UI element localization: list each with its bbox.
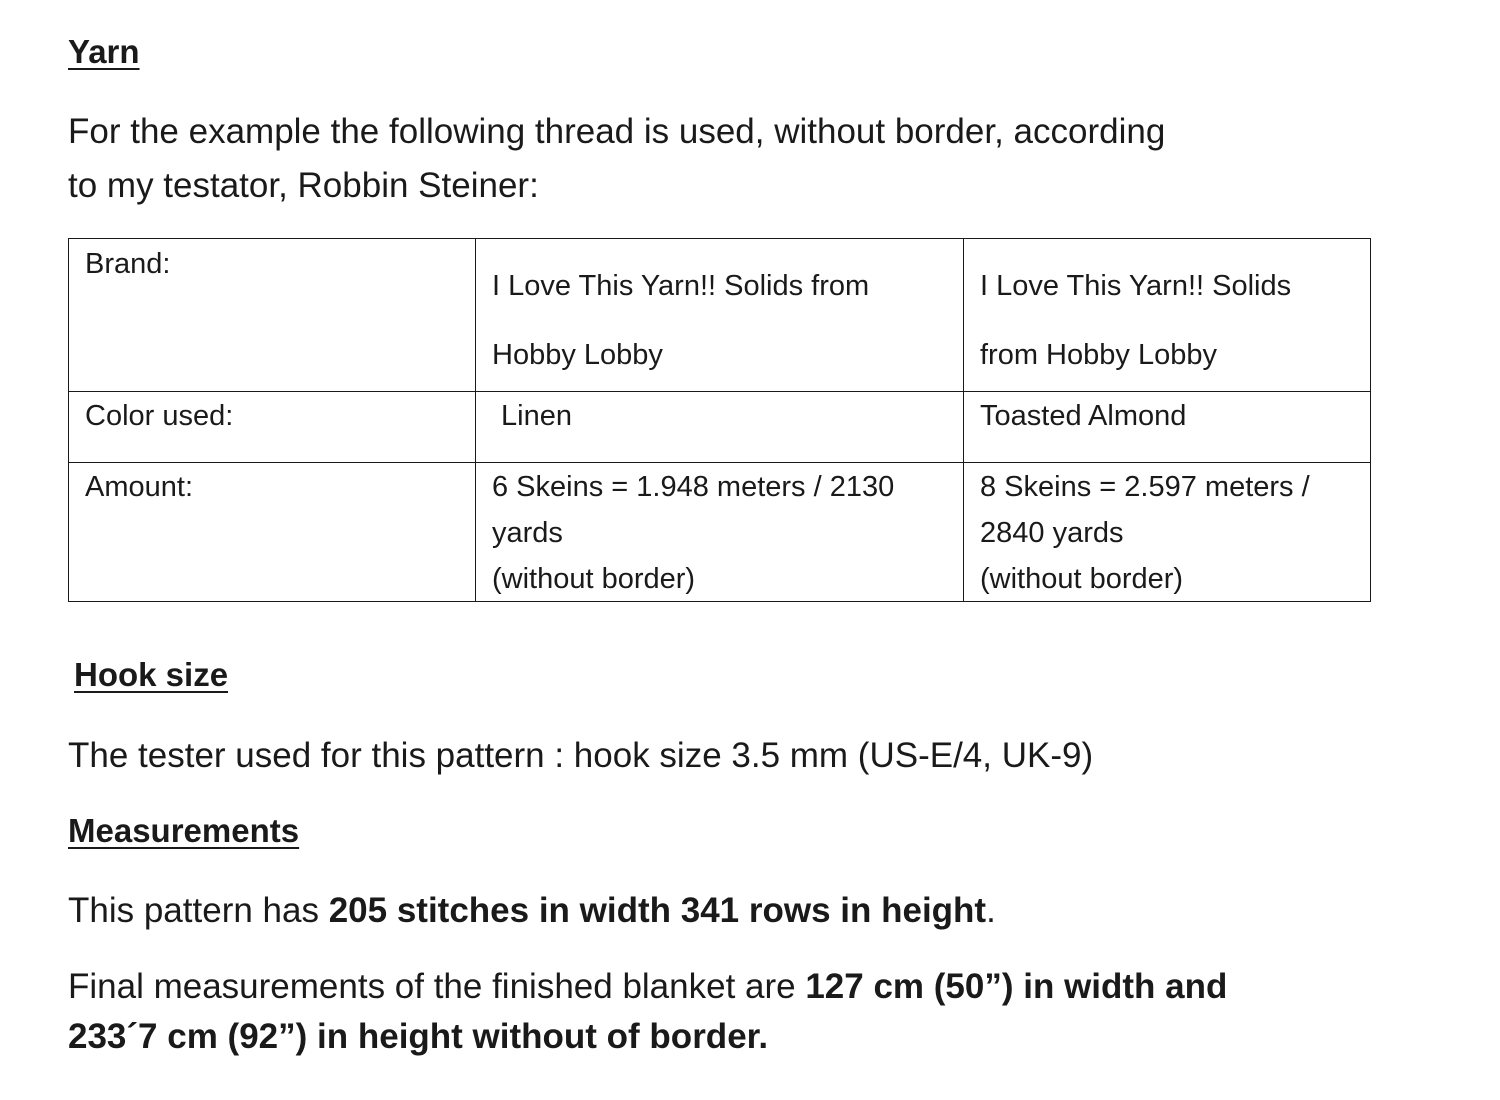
stitches-suffix: . bbox=[986, 891, 996, 930]
table-row-color bbox=[69, 392, 1371, 463]
table-cell-brand-b bbox=[964, 239, 1371, 392]
amount-a-value bbox=[492, 466, 947, 601]
final-prefix: Final measurements of the finished blanket are bbox=[68, 967, 806, 1006]
final-measurements-text bbox=[68, 962, 1227, 1062]
table-cell-brand-a bbox=[476, 239, 964, 392]
yarn-intro-line1: For the example the following thread is used, without border, according bbox=[68, 112, 1166, 151]
color-label: Color used: bbox=[85, 400, 234, 432]
brand-a-line1: I Love This Yarn!! Solids from bbox=[492, 270, 870, 302]
measurements-heading: Measurements bbox=[68, 812, 300, 849]
table-cell-color-a bbox=[476, 392, 964, 463]
table-cell-color-b bbox=[964, 392, 1371, 463]
table-cell-brand-label bbox=[69, 239, 476, 392]
amount-a-line3: (without border) bbox=[492, 563, 696, 595]
table-row-brand bbox=[69, 239, 1371, 392]
final-bold-line1: 127 cm (50”) in width and bbox=[805, 967, 1228, 1006]
yarn-intro bbox=[68, 105, 1165, 213]
brand-a-line2: Hobby Lobby bbox=[492, 339, 663, 371]
amount-b-line3: (without border) bbox=[980, 563, 1184, 595]
table-cell-color-label bbox=[69, 392, 476, 463]
final-bold-line2: 233´7 cm (92”) in height without of border. bbox=[68, 1017, 769, 1056]
amount-b-line1: 8 Skeins = 2.597 meters / bbox=[980, 471, 1310, 503]
yarn-table bbox=[68, 238, 1371, 602]
amount-a-line2: yards bbox=[492, 517, 563, 549]
hook-size-heading: Hook size bbox=[74, 656, 229, 693]
color-a-value: Linen bbox=[501, 400, 572, 432]
table-row-amount bbox=[69, 463, 1371, 602]
amount-b-line2: 2840 yards bbox=[980, 517, 1124, 549]
table-cell-amount-label bbox=[69, 463, 476, 602]
brand-b-line1: I Love This Yarn!! Solids bbox=[980, 270, 1292, 302]
color-b-value: Toasted Almond bbox=[980, 400, 1187, 432]
brand-label: Brand: bbox=[85, 248, 171, 280]
stitches-prefix: This pattern has bbox=[68, 891, 329, 930]
amount-label: Amount: bbox=[85, 471, 193, 503]
stitches-text bbox=[68, 884, 996, 938]
final-measurements-line1 bbox=[68, 962, 1227, 1012]
table-cell-amount-b bbox=[964, 463, 1371, 602]
brand-b-line2: from Hobby Lobby bbox=[980, 339, 1217, 371]
stitches-bold: 205 stitches in width 341 rows in height bbox=[328, 891, 987, 930]
table-cell-amount-a bbox=[476, 463, 964, 602]
yarn-intro-line2: to my testator, Robbin Steiner: bbox=[68, 166, 539, 205]
amount-b-value bbox=[980, 466, 1354, 601]
amount-a-line1: 6 Skeins = 1.948 meters / 2130 bbox=[492, 471, 895, 503]
hook-size-text: The tester used for this pattern : hook size 3.5 mm (US-E/4, UK-9) bbox=[68, 736, 1094, 775]
yarn-heading: Yarn bbox=[68, 33, 140, 70]
brand-b-value bbox=[980, 265, 1354, 377]
brand-a-value bbox=[492, 265, 947, 377]
